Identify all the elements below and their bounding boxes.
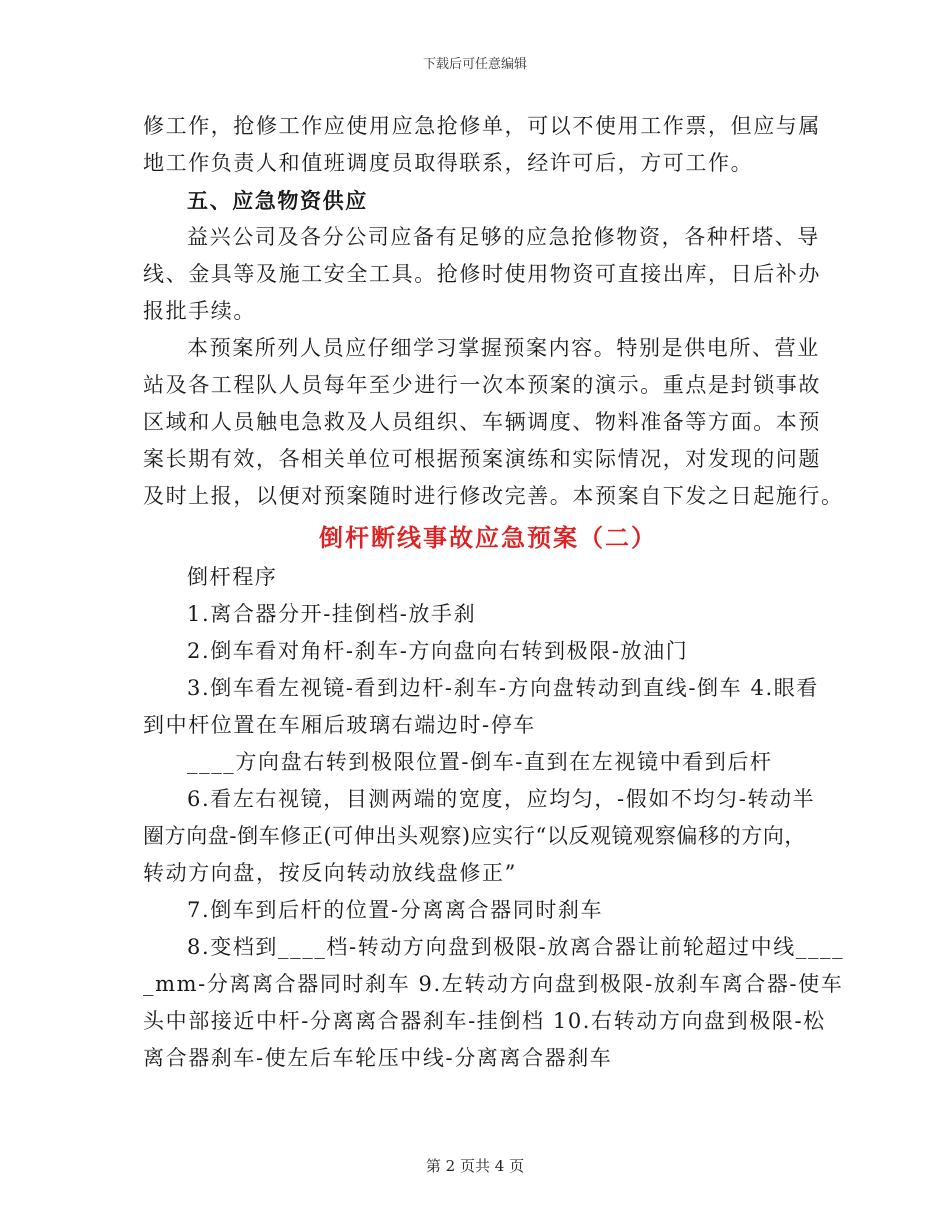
paragraph-line: 本预案所列人员应仔细学习掌握预案内容。特别是供电所、营业 [187,336,820,360]
list-item: 3.倒车看左视镜-看到边杆-刹车-方向盘转动到直线-倒车 4.眼看 [187,676,819,700]
paragraph-line: 地工作负责人和值班调度员取得联系，经许可后，方可工作。 [143,151,754,175]
list-item: 1.离合器分开-挂倒档-放手刹 [187,602,477,626]
paragraph-line: 及时上报，以便对预案随时进行修改完善。本预案自下发之日起施行。 [143,484,844,508]
list-item-continued: 转动方向盘，按反向转动放线盘修正” [143,861,517,885]
list-item: 6.看左右视镜，目测两端的宽度，应均匀，-假如不均匀-转动半 [187,787,816,811]
document-title: 倒杆断线事故应急预案（二） [319,523,657,552]
paragraph-line: 报批手续。 [143,299,256,323]
list-item-continued: 到中杆位置在车厢后玻璃右端边时-停车 [143,713,536,737]
document-body [143,108,845,1077]
list-item-continued: 头中部接近中杆-分离离合器刹车-挂倒档 10.右转动方向盘到极限-松 [143,1009,826,1033]
list-item-continued: 离合器刹车-使左后车轮压中线-分离离合器刹车 [143,1046,613,1070]
paragraph-line: 线、金具等及施工安全工具。抢修时使用物资可直接出库，日后补办 [143,262,821,286]
page-header: 下载后可任意编辑 [422,57,527,72]
list-item: 7.倒车到后杆的位置-分离离合器同时刹车 [187,898,604,922]
paragraph-line: 修工作，抢修工作应使用应急抢修单，可以不使用工作票，但应与属 [143,114,821,138]
list-item: 2.倒车看对角杆-刹车-方向盘向右转到极限-放油门 [187,639,689,663]
paragraph-line: 区域和人员触电急救及人员组织、车辆调度、物料准备等方面。本预 [143,410,821,434]
paragraph-line: 益兴公司及各分公司应备有足够的应急抢修物资，各种杆塔、导 [187,225,820,249]
section-heading: 五、应急物资供应 [187,188,368,213]
page-footer: 第 2 页共 4 页 [425,1157,525,1175]
list-item: ____方向盘右转到极限位置-倒车-直到在左视镜中看到后杆 [187,750,773,774]
paragraph-line: 站及各工程队人员每年至少进行一次本预案的演示。重点是封锁事故 [143,373,821,397]
paragraph-line: 倒杆程序 [187,565,278,589]
paragraph-line: 案长期有效，各相关单位可根据预案演练和实际情况，对发现的问题 [143,447,821,471]
list-item-continued: _mm-分离离合器同时刹车 9.左转动方向盘到极限-放刹车离合器-使车 [143,972,844,996]
list-item: 8.变档到____档-转动方向盘到极限-放离合器让前轮超过中线____ [187,935,845,959]
list-item-continued: 圈方向盘-倒车修正(可伸出头观察)应实行“以反观镜观察偏移的方向， [143,824,807,848]
